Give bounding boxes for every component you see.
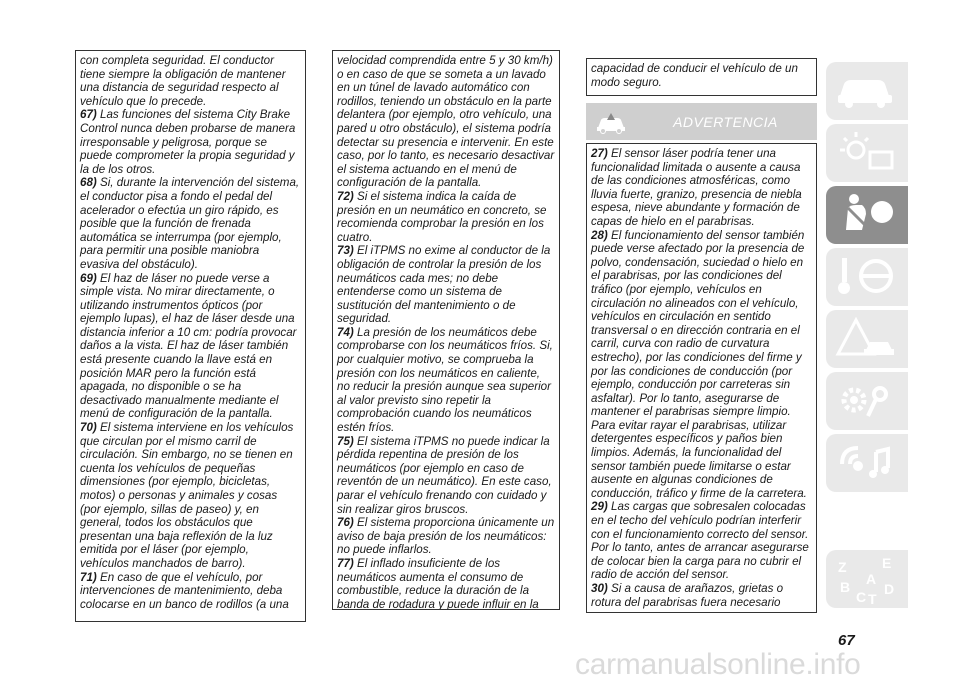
note-number: 68)	[80, 176, 97, 190]
paragraph	[337, 190, 555, 244]
paragraph: capacidad de conducir el vehículo de un modo seguro.	[591, 62, 798, 89]
paragraph	[591, 582, 812, 609]
warning-title: ADVERTENCIA	[673, 114, 778, 130]
paragraph-text: El sensor láser podría tener una funcionalidad limitada o ausente a causa de las condiciones atmosféricas, como lluvia fuerte, granizo, presencia de niebla espesa, nieve abundante y formación de capas de hielo en el parabrisas.	[591, 147, 802, 228]
paragraph	[337, 435, 555, 517]
paragraph	[591, 229, 812, 501]
sun-envelope-icon	[826, 124, 908, 182]
paragraph-text: Si a causa de arañazos, grietas o rotura del parabrisas fuera necesario	[591, 582, 784, 609]
note-number: 74)	[337, 325, 354, 339]
text-column-3	[586, 143, 817, 613]
tab-index[interactable]	[826, 550, 908, 608]
car-icon	[826, 62, 908, 120]
tab-maintenance[interactable]	[826, 372, 908, 430]
paragraph-text: Las funciones del sistema City Brake Control nunca deben probarse de manera irresponsable y peligrosa, porque se puede comprometer la propia seguridad y la de los otros.	[80, 108, 296, 176]
paragraph	[80, 176, 301, 271]
paragraph	[337, 326, 555, 435]
note-number: 75)	[337, 434, 354, 448]
paragraph	[80, 571, 301, 612]
paragraph-text: El haz de láser no puede verse a simple vista. No mirar directamente, o utilizando instrumentos ópticos (por ejemplo lupas), el haz de láser desde una distancia inferior a 10 cm: podría provocar daños a la vista. El haz de láser también está presente cuando la llave está en posición MAR pero la función está apagada, no disponible o se ha desactivado manualmente mediante el menú de configuración de la pantalla.	[80, 271, 297, 421]
warning-triangle-car-icon	[826, 310, 908, 368]
paragraph-text: con completa seguridad. El conductor tiene siempre la obligación de mantener una distancia de seguridad respecto al vehículo que lo precede.	[80, 54, 286, 108]
tab-emergency[interactable]	[826, 310, 908, 368]
seatbelt-airbag-icon	[826, 186, 908, 244]
note-number: 76)	[337, 516, 354, 530]
paragraph	[591, 500, 812, 582]
text-column-3-top	[586, 58, 817, 96]
key-steering-icon	[826, 248, 908, 306]
warning-car-icon	[594, 110, 628, 139]
tab-safety[interactable]	[826, 186, 908, 244]
note-number: 27)	[591, 147, 608, 160]
paragraph	[337, 516, 555, 557]
text-column-2	[332, 50, 560, 610]
paragraph-text: velocidad comprendida entre 5 y 30 km/h) o en caso de que se someta a un lavado en un túnel de lavado automático con rodillos, teniendo un obstáculo en la parte delantera (por ejemplo, otro vehículo, una pared u otro obstáculo), el sistema podría detectar su presencia e intervenir. En este caso, por lo tanto, es necesario desactivar el sistema actuando en el menú de configuración de la pantalla.	[337, 54, 555, 190]
paragraph	[337, 244, 555, 326]
tab-lights[interactable]	[826, 124, 908, 182]
paragraph-text: El sistema interviene en los vehículos que circulan por el mismo carril de circulación. Sin embargo, no se tienen en cuenta los vehículos de pequeñas dimensiones (por ejemplo, bicicletas, motos) o personas y animales y cosas (por ejemplo, sillas de paseo) y, en general, todos los obstáculos que presentan una baja reflexión de la luz emitida por el láser (por ejemplo, vehículos manchados de barro).	[80, 421, 294, 570]
svg-text:B: B	[840, 579, 851, 595]
media-phone-icon	[826, 434, 908, 492]
svg-text:Z: Z	[838, 559, 847, 575]
paragraph	[591, 147, 812, 229]
paragraph-text: El inflado insuficiente de los neumáticos aumenta el consumo de combustible, reduce la duración de la banda de rodadura y puede influir en la	[337, 556, 539, 610]
paragraph	[337, 557, 555, 610]
paragraph-text: El iTPMS no exime al conductor de la obligación de controlar la presión de los neumáticos cada mes; no debe entenderse como un sistema de sustitución del mantenimiento o de seguridad.	[337, 244, 551, 326]
paragraph-text: El sistema proporciona únicamente un aviso de baja presión de los neumáticos: no puede inflarlos.	[337, 516, 555, 557]
paragraph-text: En caso de que el vehículo, por intervenciones de mantenimiento, deba colocarse en un banco de rodillos (a una	[80, 570, 289, 611]
paragraph-text: El funcionamiento del sensor también puede verse afectado por la presencia de polvo, condensación, suciedad o hielo en el parabrisas, por las condiciones del tráfico (por ejemplo, vehículos en circulación no alineados con el vehículo, vehículos en circulación en sentido transversal o en dirección contraria en el carril, curva con radio de curvatura estrecho), por las condiciones del firme y por las condiciones de conducción (por ejemplo, conducción por carreteras sin asfaltar). Por lo tanto, asegurarse de mantener el parabrisas siempre limpio. Para evitar rayar el parabrisas, utilizar detergentes específicos y paños bien limpios. Además, la funcionalidad del sensor también puede limitarse o estar ausente en algunas condiciones de conducción, tráfico y firme de la carretera.	[591, 228, 807, 500]
paragraph-text: Si el sistema indica la caída de presión en un neumático en concreto, se recomienda comprobar la presión en los cuatro.	[337, 189, 547, 244]
paragraph	[80, 272, 301, 422]
paragraph	[80, 421, 301, 571]
note-number: 72)	[337, 189, 354, 203]
svg-text:C: C	[856, 589, 867, 605]
gear-wrench-icon	[826, 372, 908, 430]
watermark: carmanualsonline.info	[575, 648, 861, 681]
tab-car[interactable]	[826, 62, 908, 120]
paragraph-text: Las cargas que sobresalen colocadas en el techo del vehículo podrían interferir con el funcionamiento correcto del sensor. Por lo tanto, antes de arrancar asegurarse de colocar bien la carga para no cubrir el radio de acción del sensor.	[591, 500, 809, 582]
note-number: 30)	[591, 582, 608, 595]
svg-text:T: T	[868, 591, 877, 607]
svg-text:E: E	[882, 555, 892, 571]
note-number: 71)	[80, 570, 97, 584]
tab-multimedia[interactable]	[826, 434, 908, 492]
note-number: 67)	[80, 108, 97, 122]
note-number: 77)	[337, 556, 354, 570]
text-column-1	[75, 50, 306, 622]
note-number: 29)	[591, 500, 608, 514]
warning-header	[586, 103, 817, 140]
svg-text:D: D	[884, 581, 895, 597]
index-letters-icon	[826, 550, 908, 608]
paragraph	[80, 54, 301, 108]
paragraph	[337, 54, 555, 190]
paragraph-text: La presión de los neumáticos debe comprobarse con los neumáticos fríos. Si, por cualquier motivo, se comprueba la presión con los neumáticos en caliente, no reducir la presión aunque sea superior al valor previsto sino repetir la comprobación cuando los neumáticos estén fríos.	[337, 325, 553, 435]
note-number: 70)	[80, 421, 97, 435]
paragraph-text: El sistema iTPMS no puede indicar la pérdida repentina de presión de los neumáticos (por ejemplo en caso de reventón de un neumático). En este caso, parar el vehículo frenando con cuidado y sin realizar giros bruscos.	[337, 434, 552, 516]
paragraph-text: Si, durante la intervención del sistema, el conductor pisa a fondo el pedal del acelerador o efectúa un giro rápido, es posible que la función de frenada automática se interrumpa (por ejemplo, para permitir una posible maniobra evasiva del obstáculo).	[80, 176, 300, 271]
paragraph	[80, 108, 301, 176]
note-number: 28)	[591, 228, 608, 242]
page-number: 67	[838, 632, 855, 649]
tab-starting[interactable]	[826, 248, 908, 306]
note-number: 73)	[337, 244, 354, 258]
note-number: 69)	[80, 271, 97, 285]
svg-text:A: A	[866, 571, 877, 587]
